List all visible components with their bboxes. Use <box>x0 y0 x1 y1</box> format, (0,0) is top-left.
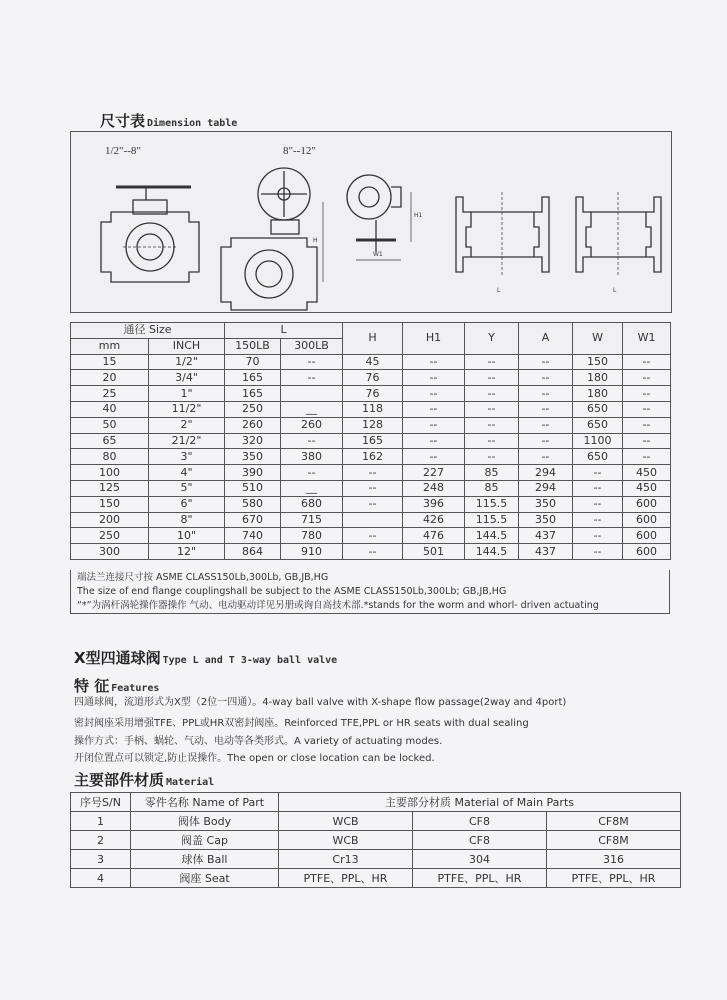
table-cell: 115.5 <box>465 512 519 528</box>
note-line-2: The size of end flange couplingshall be subject to the ASME CLASS150Lb,300Lb; GB,JB,HG <box>77 586 507 597</box>
table-cell: -- <box>519 433 573 449</box>
drawing-h-mark: H <box>313 237 318 244</box>
table-cell: CF8M <box>547 831 681 850</box>
table-cell: 25 <box>71 386 149 402</box>
table-cell: -- <box>281 465 343 481</box>
table-cell: 162 <box>343 449 403 465</box>
table-cell: PTFE、PPL、HR <box>547 869 681 888</box>
table-cell: -- <box>465 386 519 402</box>
table-cell: -- <box>573 544 623 560</box>
table-cell: 1100 <box>573 433 623 449</box>
drawing-label-left: 1/2"--8" <box>105 145 141 157</box>
feature-line-4: 开闭位置点可以锁定,防止误操作。The open or close location can be locked. <box>74 753 435 764</box>
dimension-heading-en: Dimension table <box>147 118 238 129</box>
table-cell: -- <box>623 433 671 449</box>
table-cell: 76 <box>343 370 403 386</box>
table-cell: 125 <box>71 480 149 496</box>
table-cell: 球体 Ball <box>131 850 279 869</box>
table-cell: 715 <box>281 512 343 528</box>
table-cell: 510 <box>225 480 281 496</box>
table-cell: 320 <box>225 433 281 449</box>
table-cell: 396 <box>403 496 465 512</box>
table-cell: 350 <box>225 449 281 465</box>
dim-header-row <box>71 323 671 339</box>
dimension-heading <box>100 110 237 131</box>
table-cell <box>343 512 403 528</box>
table-cell: -- <box>465 449 519 465</box>
dim-table-body <box>71 354 671 559</box>
table-cell: 350 <box>519 496 573 512</box>
table-cell: 780 <box>281 528 343 544</box>
table-cell: 600 <box>623 544 671 560</box>
table-cell: 600 <box>623 528 671 544</box>
technical-drawing <box>70 131 672 313</box>
features-heading-cn: 特 征 <box>74 677 110 695</box>
table-cell: 11/2" <box>149 401 225 417</box>
table-row <box>71 354 671 370</box>
feature-line-1: 四通球阀，流道形式为X型（2位一四通）。4-way ball valve with X-shape flow passage(2way and 4port) <box>74 697 567 708</box>
table-cell: 260 <box>225 417 281 433</box>
table-cell: 600 <box>623 512 671 528</box>
table-cell: CF8M <box>547 812 681 831</box>
table-cell: 165 <box>225 370 281 386</box>
table-cell: 437 <box>519 528 573 544</box>
material-main-header: 主要部分材质 Material of Main Parts <box>279 793 681 812</box>
l-header: L <box>225 323 343 339</box>
table-cell: 144.5 <box>465 544 519 560</box>
table-row <box>71 449 671 465</box>
table-cell: -- <box>403 370 465 386</box>
table-cell: 2 <box>71 831 131 850</box>
table-cell: -- <box>519 449 573 465</box>
table-cell: 85 <box>465 480 519 496</box>
table-cell: 阀盖 Cap <box>131 831 279 850</box>
table-cell: 165 <box>225 386 281 402</box>
table-cell: 20 <box>71 370 149 386</box>
table-cell: 476 <box>403 528 465 544</box>
table-cell: 390 <box>225 465 281 481</box>
table-cell: -- <box>573 512 623 528</box>
h-header: H <box>343 323 403 355</box>
table-cell: __ <box>281 401 343 417</box>
material-heading <box>74 769 214 790</box>
table-row <box>71 417 671 433</box>
size-header: 通径 Size <box>71 323 225 339</box>
table-cell: 50 <box>71 417 149 433</box>
table-cell: -- <box>623 354 671 370</box>
table-cell: -- <box>343 544 403 560</box>
dimension-table <box>70 322 671 560</box>
table-cell: 85 <box>465 465 519 481</box>
table-row <box>71 512 671 528</box>
table-cell: -- <box>403 449 465 465</box>
table-row <box>71 850 681 869</box>
table-cell: 437 <box>519 544 573 560</box>
table-row <box>71 433 671 449</box>
table-cell: -- <box>573 496 623 512</box>
typex-heading <box>74 647 337 668</box>
table-cell: -- <box>465 354 519 370</box>
table-cell: 180 <box>573 370 623 386</box>
y-header: Y <box>465 323 519 355</box>
table-cell: -- <box>465 401 519 417</box>
a-header: A <box>519 323 573 355</box>
table-cell: 150 <box>573 354 623 370</box>
table-cell: 180 <box>573 386 623 402</box>
drawing-h1-mark: H1 <box>414 212 423 219</box>
material-header-row <box>71 793 681 812</box>
table-cell: 65 <box>71 433 149 449</box>
table-cell: 250 <box>71 528 149 544</box>
table-cell <box>281 386 343 402</box>
table-cell: 680 <box>281 496 343 512</box>
table-cell: 294 <box>519 480 573 496</box>
table-cell: 70 <box>225 354 281 370</box>
dimension-notes <box>70 570 670 614</box>
table-cell: 128 <box>343 417 403 433</box>
valve-drawing-svg <box>71 132 671 312</box>
part-header: 零件名称 Name of Part <box>131 793 279 812</box>
table-cell: PTFE、PPL、HR <box>413 869 547 888</box>
table-cell: -- <box>623 370 671 386</box>
table-cell: 670 <box>225 512 281 528</box>
table-cell: 450 <box>623 480 671 496</box>
drawing-w1-mark: W1 <box>373 251 383 258</box>
table-cell: -- <box>519 354 573 370</box>
table-cell: 1" <box>149 386 225 402</box>
table-row <box>71 831 681 850</box>
table-cell: -- <box>573 480 623 496</box>
table-cell: 3 <box>71 850 131 869</box>
sn-header: 序号S/N <box>71 793 131 812</box>
table-cell: CF8 <box>413 831 547 850</box>
table-cell: 316 <box>547 850 681 869</box>
mm-header: mm <box>71 338 149 354</box>
table-cell: 21/2" <box>149 433 225 449</box>
table-cell: 248 <box>403 480 465 496</box>
table-cell: 8" <box>149 512 225 528</box>
table-cell: -- <box>519 417 573 433</box>
table-row <box>71 465 671 481</box>
table-cell: 144.5 <box>465 528 519 544</box>
table-cell: -- <box>465 370 519 386</box>
table-cell: -- <box>281 354 343 370</box>
material-table-body <box>71 812 681 888</box>
table-cell: -- <box>573 528 623 544</box>
table-cell: CF8 <box>413 812 547 831</box>
table-cell: 650 <box>573 449 623 465</box>
drawing-l-mark-1: L <box>497 287 501 294</box>
table-cell: -- <box>519 401 573 417</box>
feature-line-3: 操作方式：手柄、蜗轮、气动、电动等各类形式。A variety of actuating modes. <box>74 736 443 747</box>
table-cell: 118 <box>343 401 403 417</box>
table-cell: 250 <box>225 401 281 417</box>
table-cell: 1 <box>71 812 131 831</box>
material-heading-en: Material <box>166 777 215 788</box>
table-cell: -- <box>281 433 343 449</box>
table-cell: 380 <box>281 449 343 465</box>
table-cell: 115.5 <box>465 496 519 512</box>
table-cell: -- <box>519 370 573 386</box>
table-cell: -- <box>403 354 465 370</box>
table-row <box>71 528 671 544</box>
table-cell: -- <box>403 386 465 402</box>
dimension-heading-cn: 尺寸表 <box>100 112 146 130</box>
table-cell: 3" <box>149 449 225 465</box>
table-row <box>71 496 671 512</box>
table-row <box>71 401 671 417</box>
table-cell: 260 <box>281 417 343 433</box>
table-row <box>71 544 671 560</box>
table-cell: 501 <box>403 544 465 560</box>
table-cell: 4" <box>149 465 225 481</box>
table-cell: -- <box>573 465 623 481</box>
table-cell: 4 <box>71 869 131 888</box>
table-cell: 15 <box>71 354 149 370</box>
table-cell: 864 <box>225 544 281 560</box>
inch-header: INCH <box>149 338 225 354</box>
note-line-3: “*”为涡杆涡轮操作器操作 气动、电动驱动详见另册或询自高技术部.*stands for the worm and whorl- driven actuating <box>77 600 599 611</box>
table-row <box>71 812 681 831</box>
table-cell: 227 <box>403 465 465 481</box>
typex-heading-cn: X型四通球阀 <box>74 649 161 667</box>
table-cell: 426 <box>403 512 465 528</box>
w1-header: W1 <box>623 323 671 355</box>
table-row <box>71 869 681 888</box>
drawing-l-mark-2: L <box>613 287 617 294</box>
material-heading-cn: 主要部件材质 <box>74 771 165 789</box>
table-cell: 76 <box>343 386 403 402</box>
table-cell: WCB <box>279 831 413 850</box>
table-cell: 740 <box>225 528 281 544</box>
300lb-header: 300LB <box>281 338 343 354</box>
table-cell: -- <box>465 417 519 433</box>
table-cell: 450 <box>623 465 671 481</box>
table-cell: -- <box>465 433 519 449</box>
table-cell: -- <box>281 370 343 386</box>
table-cell: 304 <box>413 850 547 869</box>
table-cell: 580 <box>225 496 281 512</box>
w-header: W <box>573 323 623 355</box>
table-cell: -- <box>623 417 671 433</box>
table-cell: -- <box>403 433 465 449</box>
table-cell: 40 <box>71 401 149 417</box>
table-cell: 1/2" <box>149 354 225 370</box>
table-cell: 2" <box>149 417 225 433</box>
table-cell: 3/4" <box>149 370 225 386</box>
table-cell: 100 <box>71 465 149 481</box>
table-row <box>71 480 671 496</box>
table-cell: 165 <box>343 433 403 449</box>
typex-heading-en: Type L and T 3-way ball valve <box>162 655 338 666</box>
table-cell: -- <box>623 449 671 465</box>
note-line-1: 端法兰连接尺寸按 ASME CLASS150Lb,300Lb, GB,JB,HG <box>77 572 329 583</box>
table-cell: 150 <box>71 496 149 512</box>
table-cell: 350 <box>519 512 573 528</box>
table-cell: 294 <box>519 465 573 481</box>
table-cell: Cr13 <box>279 850 413 869</box>
table-cell: 650 <box>573 401 623 417</box>
table-cell: -- <box>343 528 403 544</box>
table-cell: 910 <box>281 544 343 560</box>
table-cell: -- <box>623 401 671 417</box>
table-cell: PTFE、PPL、HR <box>279 869 413 888</box>
table-cell: -- <box>519 386 573 402</box>
table-cell: -- <box>403 401 465 417</box>
table-cell: WCB <box>279 812 413 831</box>
table-cell: -- <box>403 417 465 433</box>
table-cell: -- <box>623 386 671 402</box>
h1-header: H1 <box>403 323 465 355</box>
table-cell: 80 <box>71 449 149 465</box>
table-cell: -- <box>343 496 403 512</box>
table-cell: 阀体 Body <box>131 812 279 831</box>
table-row <box>71 386 671 402</box>
table-cell: 12" <box>149 544 225 560</box>
table-cell: 6" <box>149 496 225 512</box>
table-cell: 300 <box>71 544 149 560</box>
material-table <box>70 792 681 888</box>
table-cell: 5" <box>149 480 225 496</box>
drawing-label-right: 8"--12" <box>283 145 316 157</box>
table-cell: 阀座 Seat <box>131 869 279 888</box>
feature-line-2: 密封阀座采用增强TFE、PPL或HR双密封阀座。Reinforced TFE,PPL or HR seats with dual sealing <box>74 718 529 729</box>
table-cell: -- <box>343 480 403 496</box>
150lb-header: 150LB <box>225 338 281 354</box>
features-heading-en: Features <box>111 683 160 694</box>
table-cell: __ <box>281 480 343 496</box>
table-cell: -- <box>343 465 403 481</box>
table-cell: 200 <box>71 512 149 528</box>
table-cell: 600 <box>623 496 671 512</box>
table-cell: 45 <box>343 354 403 370</box>
table-cell: 10" <box>149 528 225 544</box>
table-cell: 650 <box>573 417 623 433</box>
table-row <box>71 370 671 386</box>
